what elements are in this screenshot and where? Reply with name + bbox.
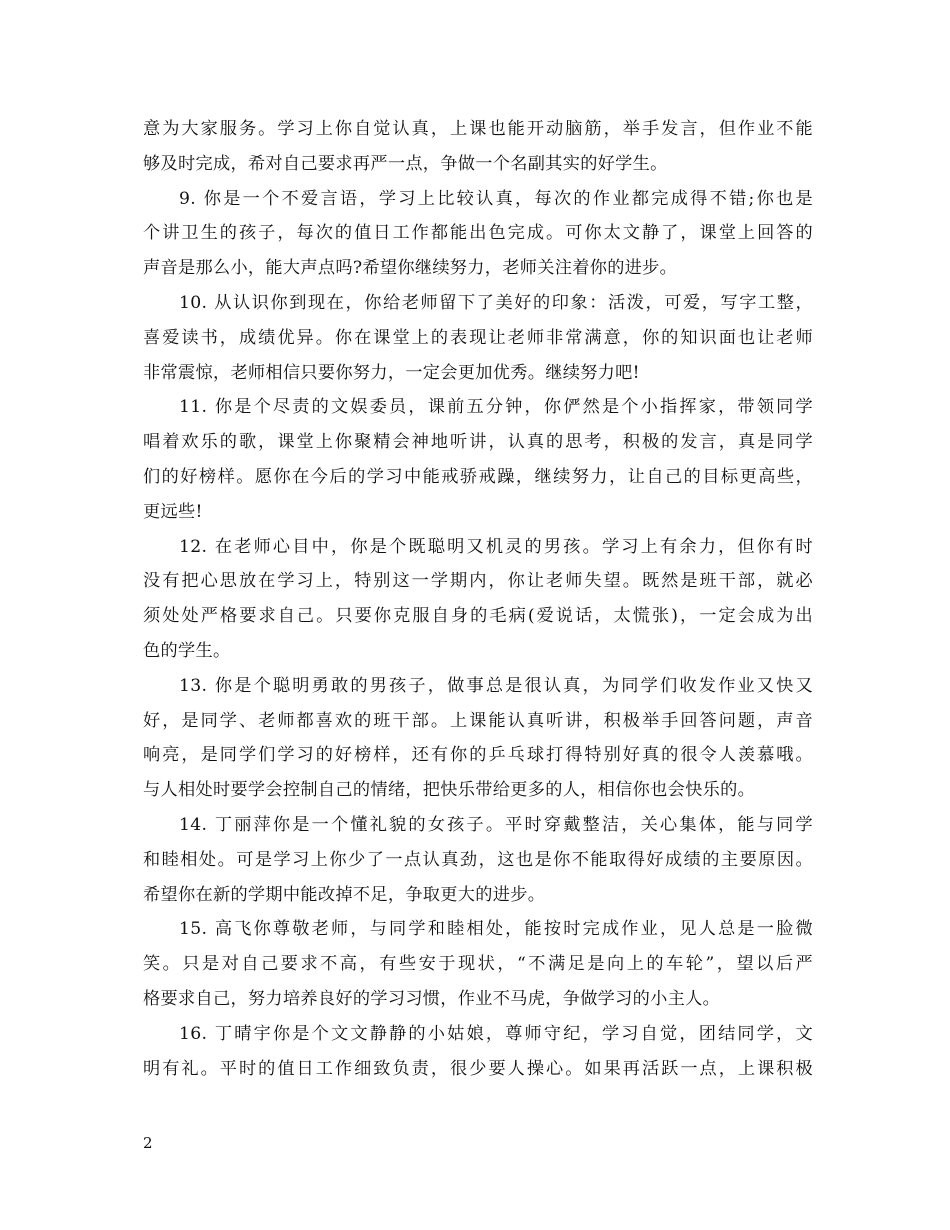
text-line: 11. 你是个尽责的文娱委员，课前五分钟，你俨然是个小指挥家，带领同学 bbox=[179, 397, 813, 418]
text-line: 格要求自己，努力培养良好的学习习惯，作业不马虎，争做学习的小主人。 bbox=[143, 988, 721, 1009]
body-text bbox=[143, 112, 813, 1086]
text-line: 好，是同学、老师都喜欢的班干部。上课能认真听讲，积极举手回答问题，声音 bbox=[143, 710, 813, 731]
text-line: 意为大家服务。学习上你自觉认真，上课也能开动脑筋，举手发言，但作业不能 bbox=[143, 119, 813, 139]
text-line: 没有把心思放在学习上，特别这一学期内，你让老师失望。既然是班干部，就必 bbox=[143, 571, 813, 592]
text-line: 希望你在新的学期中能改掉不足，争取更大的进步。 bbox=[143, 884, 546, 905]
paragraph-item-13 bbox=[143, 669, 813, 808]
text-line: 更远些! bbox=[143, 501, 203, 522]
text-line: 9. 你是一个不爱言语，学习上比较认真，每次的作业都完成得不错;你也是 bbox=[179, 188, 813, 209]
text-line: 与人相处时要学会控制自己的情绪，把快乐带给更多的人，相信你也会快乐的。 bbox=[143, 780, 756, 801]
text-line: 响亮，是同学们学习的好榜样，还有你的乒乓球打得特别好真的很令人羡慕哦。 bbox=[143, 745, 813, 766]
text-line: 14. 丁丽萍你是一个懂礼貌的女孩子。平时穿戴整洁，关心集体，能与同学 bbox=[179, 814, 813, 835]
paragraph-item-15 bbox=[143, 912, 813, 1016]
text-line: 12. 在老师心目中，你是个既聪明又机灵的男孩。学习上有余力，但你有时 bbox=[179, 536, 813, 557]
paragraph-item-9 bbox=[143, 182, 813, 286]
paragraph-item-14 bbox=[143, 808, 813, 912]
text-line: 们的好榜样。愿你在今后的学习中能戒骄戒躁，继续努力，让自己的目标更高些， bbox=[143, 466, 813, 487]
text-line: 个讲卫生的孩子，每次的值日工作都能出色完成。可你太文静了，课堂上回答的 bbox=[143, 223, 813, 244]
paragraph-item-11 bbox=[143, 390, 813, 529]
text-line: 够及时完成，希对自己要求再严一点，争做一个名副其实的好学生。 bbox=[143, 153, 668, 174]
text-line: 笑。只是对自己要求不高，有些安于现状，“不满足是向上的车轮”，望以后严 bbox=[143, 954, 813, 975]
text-line: 非常震惊，老师相信只要你努力，一定会更加优秀。继续努力吧! bbox=[143, 362, 640, 383]
text-line: 须处处严格要求自己。只要你克服自身的毛病(爱说话，太慌张)，一定会成为出 bbox=[143, 606, 813, 627]
text-line: 唱着欢乐的歌，课堂上你聚精会神地听讲，认真的思考，积极的发言，真是同学 bbox=[143, 432, 813, 453]
text-line: 和睦相处。可是学习上你少了一点认真劲，这也是你不能取得好成绩的主要原因。 bbox=[143, 849, 813, 870]
text-line: 明有礼。平时的值日工作细致负责，很少要人操心。如果再活跃一点，上课积极 bbox=[143, 1058, 813, 1079]
text-line: 10. 从认识你到现在，你给老师留下了美好的印象：活泼，可爱，写字工整， bbox=[179, 292, 813, 313]
paragraph-item-10 bbox=[143, 286, 813, 390]
text-line: 声音是那么小，能大声点吗?希望你继续努力，老师关注着你的进步。 bbox=[143, 258, 678, 279]
paragraph-item-12 bbox=[143, 530, 813, 669]
text-line: 13. 你是个聪明勇敢的男孩子，做事总是很认真，为同学们收发作业又快又 bbox=[179, 675, 813, 696]
page-number: 2 bbox=[143, 1134, 153, 1152]
text-line: 色的学生。 bbox=[143, 640, 231, 661]
text-line: 15. 高飞你尊敬老师，与同学和睦相处，能按时完成作业，见人总是一脸微 bbox=[179, 919, 813, 940]
text-line: 16. 丁晴宇你是个文文静静的小姑娘，尊师守纪，学习自觉，团结同学，文 bbox=[179, 1023, 813, 1044]
paragraph-continuation bbox=[143, 112, 813, 182]
paragraph-item-16 bbox=[143, 1017, 813, 1087]
text-line: 喜爱读书，成绩优异。你在课堂上的表现让老师非常满意，你的知识面也让老师 bbox=[143, 327, 813, 348]
